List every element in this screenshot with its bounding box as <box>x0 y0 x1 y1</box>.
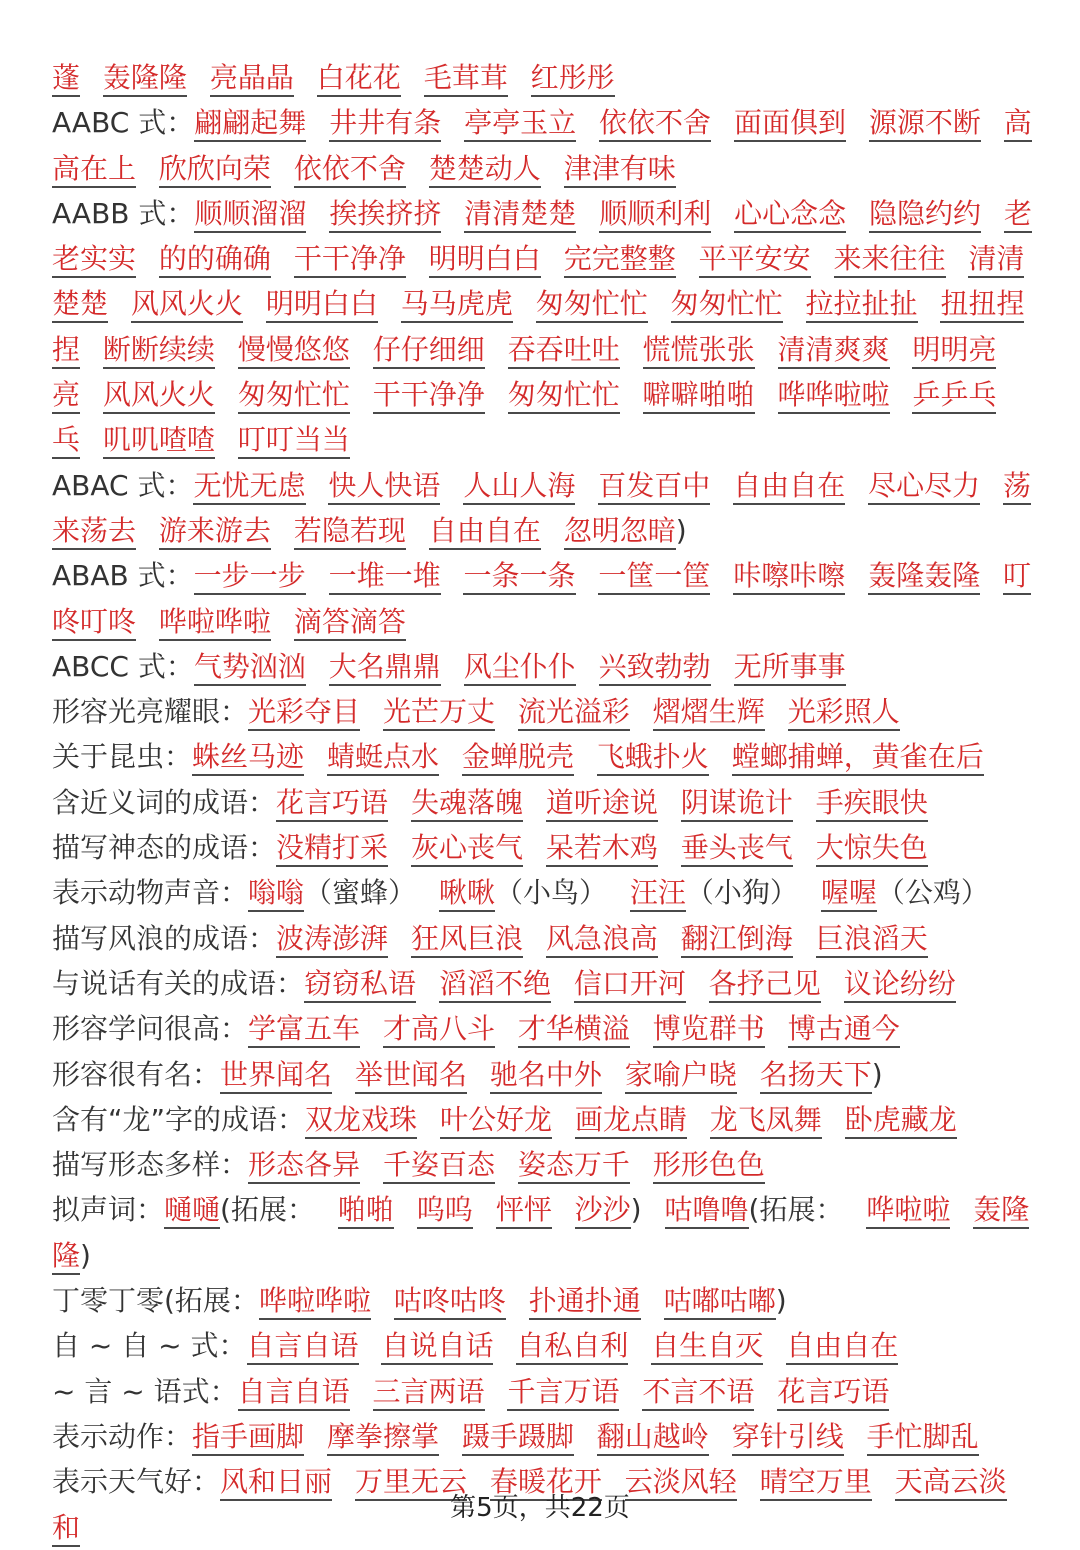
idiom-word: 天高云淡 <box>895 1465 1007 1501</box>
idiom-word: 信口开河 <box>574 967 686 1003</box>
idiom-word: 垂头丧气 <box>681 831 793 867</box>
idiom-category <box>52 1369 1032 1414</box>
idiom-word: 明明白白 <box>266 287 378 323</box>
idiom-category <box>52 1414 1032 1459</box>
idiom-word: 怦怦 <box>496 1193 552 1229</box>
idiom-word: 驰名中外 <box>490 1058 602 1094</box>
idiom-word: 亭亭玉立 <box>464 106 576 142</box>
idiom-word: 自生自灭 <box>651 1329 763 1365</box>
idiom-word: 扑通扑通 <box>529 1284 641 1320</box>
category-label: ABAC 式： <box>52 468 194 502</box>
idiom-word: 咔嚓咔嚓 <box>733 559 845 595</box>
idiom-word: 清清楚楚 <box>464 197 576 233</box>
idiom-word: 匆匆忙忙 <box>238 378 350 414</box>
idiom-category <box>52 644 1032 689</box>
category-label: 描写神态的成语： <box>52 831 277 865</box>
idiom-word: 举世闻名 <box>355 1058 467 1094</box>
idiom-word: 狂风巨浪 <box>411 922 523 958</box>
category-label: 含近义词的成语： <box>52 785 277 819</box>
category-label: 关于昆虫： <box>52 740 193 774</box>
idiom-word: 马马虎虎 <box>401 287 513 323</box>
idiom-word: 灰心丧气 <box>411 831 523 867</box>
idiom-note: （小狗） <box>685 876 798 910</box>
idiom-word: 忽明忽暗 <box>564 514 676 550</box>
idiom-word: 光彩照人 <box>788 695 900 731</box>
idiom-word: 嗡嗡 <box>248 876 304 912</box>
idiom-category <box>52 916 1032 961</box>
idiom-word: 啾啾 <box>439 876 495 912</box>
idiom-word: 的的确确 <box>159 242 271 278</box>
idiom-word: 哗啦哗啦 <box>159 605 271 641</box>
idiom-word: 一条一条 <box>463 559 575 595</box>
idiom-word: 螳螂捕蝉，黄雀在后 <box>732 740 984 776</box>
idiom-word: 快人快语 <box>328 469 440 505</box>
idiom-word: 哗啦啦 <box>866 1193 950 1229</box>
idiom-word: 卧虎藏龙 <box>845 1103 957 1139</box>
category-label: 形容光亮耀眼： <box>52 695 249 729</box>
idiom-word: 飞蛾扑火 <box>597 740 709 776</box>
idiom-note: （蜜蜂） <box>304 876 417 910</box>
idiom-word: 叶公好龙 <box>440 1103 552 1139</box>
idiom-word: 津津有味 <box>564 152 676 188</box>
idiom-word: 万里无云 <box>355 1465 467 1501</box>
idiom-word: 光彩夺目 <box>248 695 360 731</box>
idiom-note: （公鸡） <box>876 876 989 910</box>
category-label: 自 ~ 自 ~ 式： <box>52 1329 247 1363</box>
idiom-word: 画龙点睛 <box>575 1103 687 1139</box>
idiom-word: 千言万语 <box>507 1375 619 1411</box>
idiom-word: 无所事事 <box>734 650 846 686</box>
idiom-word: 兴致勃勃 <box>599 650 711 686</box>
idiom-word: 滴答滴答 <box>294 605 406 641</box>
idiom-word: 流光溢彩 <box>518 695 630 731</box>
idiom-word: 风尘仆仆 <box>464 650 576 686</box>
idiom-word: 白花花 <box>317 61 401 97</box>
category-label: 表示动作： <box>52 1419 193 1453</box>
idiom-word: 欣欣向荣 <box>159 152 271 188</box>
idiom-word: 呆若木鸡 <box>546 831 658 867</box>
idiom-word: 平平安安 <box>699 242 811 278</box>
idiom-word: 阴谋诡计 <box>681 786 793 822</box>
idiom-category <box>52 1187 1032 1278</box>
idiom-word: 形态各异 <box>248 1148 360 1184</box>
idiom-word: 滔滔不绝 <box>439 967 551 1003</box>
idiom-word: 自言自语 <box>238 1375 350 1411</box>
idiom-word: 姿态万千 <box>518 1148 630 1184</box>
page-number: 第5页，共22页 <box>450 1493 630 1523</box>
idiom-word: 一堆一堆 <box>329 559 441 595</box>
idiom-word: 无忧无虑 <box>193 469 305 505</box>
category-label: 形容学问很高： <box>52 1012 249 1046</box>
idiom-category <box>52 1052 1032 1097</box>
idiom-word: 依依不舍 <box>294 152 406 188</box>
idiom-word: 匆匆忙忙 <box>508 378 620 414</box>
idiom-word: 家喻户晓 <box>625 1058 737 1094</box>
idiom-word: 清清楚楚 <box>52 242 1024 323</box>
idiom-category <box>52 55 1032 100</box>
idiom-word: 扭扭捏捏 <box>52 287 1024 368</box>
idiom-word: 自说自话 <box>381 1329 493 1365</box>
idiom-word: 气势汹汹 <box>194 650 306 686</box>
idiom-word: 千姿百态 <box>383 1148 495 1184</box>
idiom-list <box>52 55 1032 1550</box>
idiom-category <box>52 1142 1032 1187</box>
idiom-word: 楚楚动人 <box>429 152 541 188</box>
idiom-word: 来来往往 <box>834 242 946 278</box>
idiom-word: 游来游去 <box>159 514 271 550</box>
idiom-word: 光芒万丈 <box>383 695 495 731</box>
idiom-word: 面面俱到 <box>734 106 846 142</box>
idiom-word: 一筐一筐 <box>598 559 710 595</box>
category-label: 丁零丁零(拓展： <box>52 1284 259 1318</box>
idiom-word: 哗哗啦啦 <box>778 378 890 414</box>
idiom-word: 若隐若现 <box>294 514 406 550</box>
idiom-word: 叮咚叮咚 <box>52 559 1031 640</box>
category-label: 含有“龙”字的成语： <box>52 1102 306 1136</box>
idiom-word: 亮晶晶 <box>210 61 294 97</box>
idiom-word: 和 <box>52 1511 80 1547</box>
idiom-category <box>52 734 1032 779</box>
idiom-word: 风风火火 <box>131 287 243 323</box>
idiom-word: 世界闻名 <box>220 1058 332 1094</box>
idiom-word: 嗵嗵 <box>164 1193 220 1229</box>
idiom-word: 蛛丝马迹 <box>192 740 304 776</box>
idiom-word: 失魂落魄 <box>411 786 523 822</box>
idiom-word: 形形色色 <box>653 1148 765 1184</box>
idiom-word: 噼噼啪啪 <box>643 378 755 414</box>
idiom-note: ) <box>630 1193 642 1227</box>
idiom-word: 人山人海 <box>463 469 575 505</box>
idiom-word: 清清爽爽 <box>778 333 890 369</box>
idiom-word: 匆匆忙忙 <box>536 287 648 323</box>
idiom-word: 议论纷纷 <box>844 967 956 1003</box>
idiom-word: 慢慢悠悠 <box>238 333 350 369</box>
idiom-word: 轰隆隆 <box>103 61 187 97</box>
idiom-word: 手疾眼快 <box>816 786 928 822</box>
idiom-word: 花言巧语 <box>777 1375 889 1411</box>
idiom-category <box>52 191 1032 463</box>
idiom-word: 没精打采 <box>276 831 388 867</box>
idiom-word: 轰隆轰隆 <box>868 559 980 595</box>
category-label: ABAB 式： <box>52 559 194 593</box>
idiom-word: 学富五车 <box>248 1012 360 1048</box>
idiom-word: 拉拉扯扯 <box>806 287 918 323</box>
idiom-word: 自私自利 <box>516 1329 628 1365</box>
idiom-word: 自言自语 <box>247 1329 359 1365</box>
idiom-word: 乒乒乓乓 <box>52 378 996 459</box>
idiom-word: 高高在上 <box>52 106 1032 187</box>
idiom-word: 咕噜噜 <box>665 1193 749 1229</box>
idiom-note: ) <box>80 1238 91 1272</box>
idiom-word: 自由自在 <box>733 469 845 505</box>
idiom-word: 自由自在 <box>786 1329 898 1365</box>
idiom-word: 熠熠生辉 <box>653 695 765 731</box>
idiom-note: (拓展： <box>220 1193 315 1227</box>
idiom-category <box>52 1097 1032 1142</box>
idiom-word: 翻江倒海 <box>681 922 793 958</box>
category-label: AABC 式： <box>52 106 195 140</box>
idiom-word: 波涛澎湃 <box>276 922 388 958</box>
idiom-word: 蜻蜓点水 <box>327 740 439 776</box>
category-label: ABCC 式： <box>52 649 194 683</box>
idiom-word: 咕咚咕咚 <box>394 1284 506 1320</box>
idiom-word: 顺顺溜溜 <box>194 197 306 233</box>
idiom-word: 金蝉脱壳 <box>462 740 574 776</box>
idiom-note: （小鸟） <box>494 876 607 910</box>
idiom-word: 源源不断 <box>869 106 981 142</box>
category-label: ~ 言 ~ 语式： <box>52 1374 238 1408</box>
idiom-word: 巨浪滔天 <box>816 922 928 958</box>
idiom-category <box>52 780 1032 825</box>
idiom-word: 大名鼎鼎 <box>329 650 441 686</box>
idiom-word: 尽心尽力 <box>868 469 980 505</box>
idiom-note: ) <box>775 1284 787 1318</box>
idiom-word: 博览群书 <box>653 1012 765 1048</box>
idiom-word: 自由自在 <box>429 514 541 550</box>
idiom-word: 晴空万里 <box>760 1465 872 1501</box>
idiom-word: 依依不舍 <box>599 106 711 142</box>
idiom-category <box>52 1006 1032 1051</box>
idiom-word: 红彤彤 <box>531 61 615 97</box>
idiom-word: 慌慌张张 <box>643 333 755 369</box>
idiom-word: 沙沙 <box>575 1193 631 1229</box>
idiom-word: 摩拳擦掌 <box>327 1420 439 1456</box>
category-label: 形容很有名： <box>52 1057 221 1091</box>
idiom-word: 风风火火 <box>103 378 215 414</box>
category-label: 与说话有关的成语： <box>52 966 305 1000</box>
idiom-category <box>52 1278 1032 1323</box>
idiom-word: 三言两语 <box>373 1375 485 1411</box>
idiom-word: 荡来荡去 <box>52 469 1031 550</box>
idiom-note: ) <box>871 1057 883 1091</box>
category-label: AABB 式： <box>52 196 195 230</box>
idiom-word: 大惊失色 <box>816 831 928 867</box>
idiom-word: 蹑手蹑脚 <box>462 1420 574 1456</box>
idiom-word: 翩翩起舞 <box>194 106 306 142</box>
idiom-word: 云淡风轻 <box>625 1465 737 1501</box>
idiom-word: 博古通今 <box>788 1012 900 1048</box>
idiom-word: 春暖花开 <box>490 1465 602 1501</box>
idiom-word: 挨挨挤挤 <box>329 197 441 233</box>
idiom-word: 啪啪 <box>338 1193 394 1229</box>
idiom-word: 井井有条 <box>329 106 441 142</box>
idiom-category <box>52 1323 1032 1368</box>
idiom-category <box>52 825 1032 870</box>
category-label: 表示天气好： <box>52 1465 221 1499</box>
idiom-word: 叽叽喳喳 <box>103 423 215 459</box>
idiom-word: 叮叮当当 <box>238 423 350 459</box>
idiom-word: 汪汪 <box>630 876 686 912</box>
idiom-word: 名扬天下 <box>760 1058 872 1094</box>
idiom-word: 心心念念 <box>734 197 846 233</box>
idiom-category <box>52 463 1032 554</box>
category-label: 表示动物声音： <box>52 876 249 910</box>
idiom-word: 明明白白 <box>429 242 541 278</box>
idiom-word: 断断续续 <box>103 333 215 369</box>
idiom-word: 指手画脚 <box>192 1420 304 1456</box>
idiom-category <box>52 870 1032 915</box>
idiom-category <box>52 961 1032 1006</box>
idiom-word: 才华横溢 <box>518 1012 630 1048</box>
idiom-note: (拓展： <box>748 1193 844 1227</box>
idiom-word: 穿针引线 <box>732 1420 844 1456</box>
category-label: 描写形态多样： <box>52 1148 249 1182</box>
idiom-word: 完完整整 <box>564 242 676 278</box>
idiom-word: 才高八斗 <box>383 1012 495 1048</box>
idiom-word: 百发百中 <box>598 469 710 505</box>
idiom-word: 隐隐约约 <box>869 197 981 233</box>
idiom-word: 蓬 <box>52 61 80 97</box>
idiom-note: ) <box>675 513 687 547</box>
idiom-category <box>52 553 1032 644</box>
idiom-word: 喔喔 <box>821 876 877 912</box>
idiom-word: 干干净净 <box>294 242 406 278</box>
idiom-word: 手忙脚乱 <box>867 1420 979 1456</box>
idiom-word: 吞吞吐吐 <box>508 333 620 369</box>
idiom-word: 花言巧语 <box>276 786 388 822</box>
category-label: 描写风浪的成语： <box>52 921 277 955</box>
idiom-word: 风和日丽 <box>220 1465 332 1501</box>
idiom-word: 干干净净 <box>373 378 485 414</box>
idiom-word: 明明亮亮 <box>52 333 996 414</box>
idiom-word: 风急浪高 <box>546 922 658 958</box>
idiom-word: 窃窃私语 <box>304 967 416 1003</box>
idiom-word: 翻山越岭 <box>597 1420 709 1456</box>
idiom-word: 呜呜 <box>417 1193 473 1229</box>
idiom-category <box>52 100 1032 191</box>
idiom-word: 咕嘟咕嘟 <box>664 1284 776 1320</box>
idiom-word: 一步一步 <box>194 559 306 595</box>
idiom-category <box>52 689 1032 734</box>
idiom-word: 不言不语 <box>642 1375 754 1411</box>
idiom-word: 轰隆隆 <box>52 1193 1029 1274</box>
idiom-word: 老老实实 <box>52 197 1032 278</box>
idiom-word: 仔仔细细 <box>373 333 485 369</box>
idiom-word: 匆匆忙忙 <box>671 287 783 323</box>
idiom-word: 毛茸茸 <box>424 61 508 97</box>
category-label: 拟声词： <box>52 1193 165 1227</box>
idiom-word: 顺顺利利 <box>599 197 711 233</box>
idiom-word: 龙飞凤舞 <box>710 1103 822 1139</box>
idiom-word: 道听途说 <box>546 786 658 822</box>
idiom-word: 哗啦哗啦 <box>259 1284 371 1320</box>
idiom-word: 双龙戏珠 <box>305 1103 417 1139</box>
idiom-word: 各抒己见 <box>709 967 821 1003</box>
